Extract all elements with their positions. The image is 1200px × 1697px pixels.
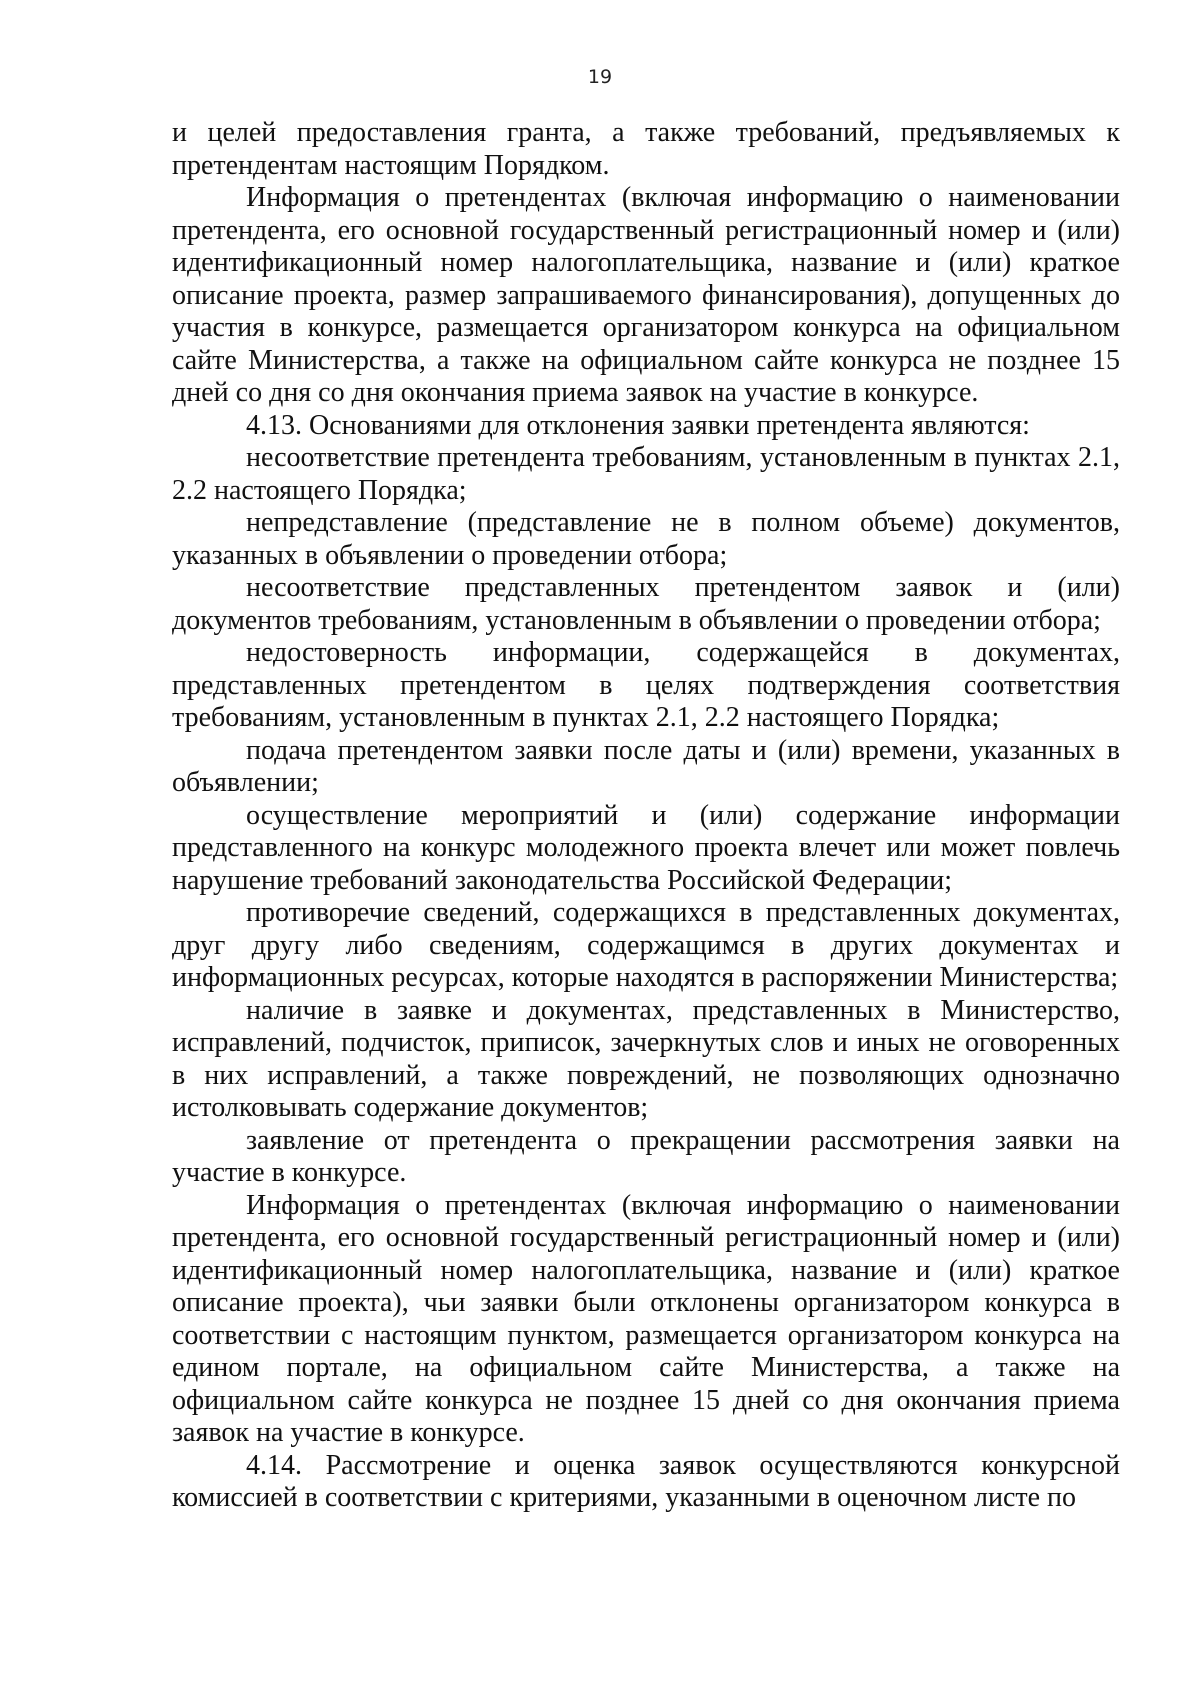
- paragraph-section-4-14: 4.14. Рассмотрение и оценка заявок осуществляются конкурсной комиссией в соответствии с критериями, указанными в оценочном листе по: [172, 1449, 1120, 1513]
- paragraph-ground-1: несоответствие претендента требованиям, установленным в пунктах 2.1, 2.2 настоящего Порядка;: [172, 442, 1120, 506]
- paragraph-section-4-13: 4.13. Основаниями для отклонения заявки претендента являются:: [246, 409, 1030, 441]
- paragraph-ground-7: противоречие сведений, содержащихся в представленных документах, друг другу либо сведениям, содержащимся в других документах и информационных ресурсах, которые находятся в распоряжении Министерства;: [172, 897, 1120, 993]
- paragraph-continuation: и целей предоставления гранта, а также требований, предъявляемых к претендентам настоящим Порядком.: [172, 117, 1120, 181]
- paragraph-ground-6: осуществление мероприятий и (или) содержание информации представленного на конкурс молодежного проекта влечет или может повлечь нарушение требований законодательства Российской Федерации;: [172, 799, 1120, 896]
- paragraph-rejected-info: Информация о претендентах (включая информацию о наименовании претендента, его основной государственный регистрационный номер и (или) идентификационный номер налогоплательщика, название и (или) краткое описание проекта), чьи заявки были отклонены организатором конкурса в соответствии с настоящим пунктом, размещается организатором конкурса на едином портале, на официальном сайте Министерства, а также на официальном сайте конкурса не позднее 15 дней со дня окончания приема заявок на участие в конкурсе.: [172, 1189, 1120, 1448]
- paragraph-applicant-info: Информация о претендентах (включая информацию о наименовании претендента, его основной государственный регистрационный номер и (или) идентификационный номер налогоплательщика, название и (или) краткое описание проекта, размер запрашиваемого финансирования), допущенных до участия в конкурсе, размещается организатором конкурса на официальном сайте Министерства, а также на официальном сайте конкурса не позднее 15 дней со дня со дня окончания приема заявок на участие в конкурсе.: [172, 182, 1120, 408]
- paragraph-ground-5: подача претендентом заявки после даты и (или) времени, указанных в объявлении;: [172, 734, 1120, 798]
- paragraph-ground-9: заявление от претендента о прекращении рассмотрения заявки на участие в конкурсе.: [172, 1124, 1120, 1188]
- paragraph-ground-2: непредставление (представление не в полном объеме) документов, указанных в объявлении о проведении отбора;: [172, 507, 1120, 571]
- page-number: 19: [587, 66, 613, 88]
- document-body: [172, 117, 1120, 1515]
- paragraph-ground-4: недостоверность информации, содержащейся в документах, представленных претендентом в целях подтверждения соответствия требованиям, установленным в пунктах 2.1, 2.2 настоящего Порядка;: [172, 637, 1120, 733]
- paragraph-ground-3: несоответствие представленных претендентом заявок и (или) документов требованиям, установленным в объявлении о проведении отбора;: [172, 572, 1120, 636]
- paragraph-ground-8: наличие в заявке и документах, представленных в Министерство, исправлений, подчисток, приписок, зачеркнутых слов и иных не оговоренных в них исправлений, а также повреждений, не позволяющих однозначно истолковывать содержание документов;: [172, 994, 1120, 1123]
